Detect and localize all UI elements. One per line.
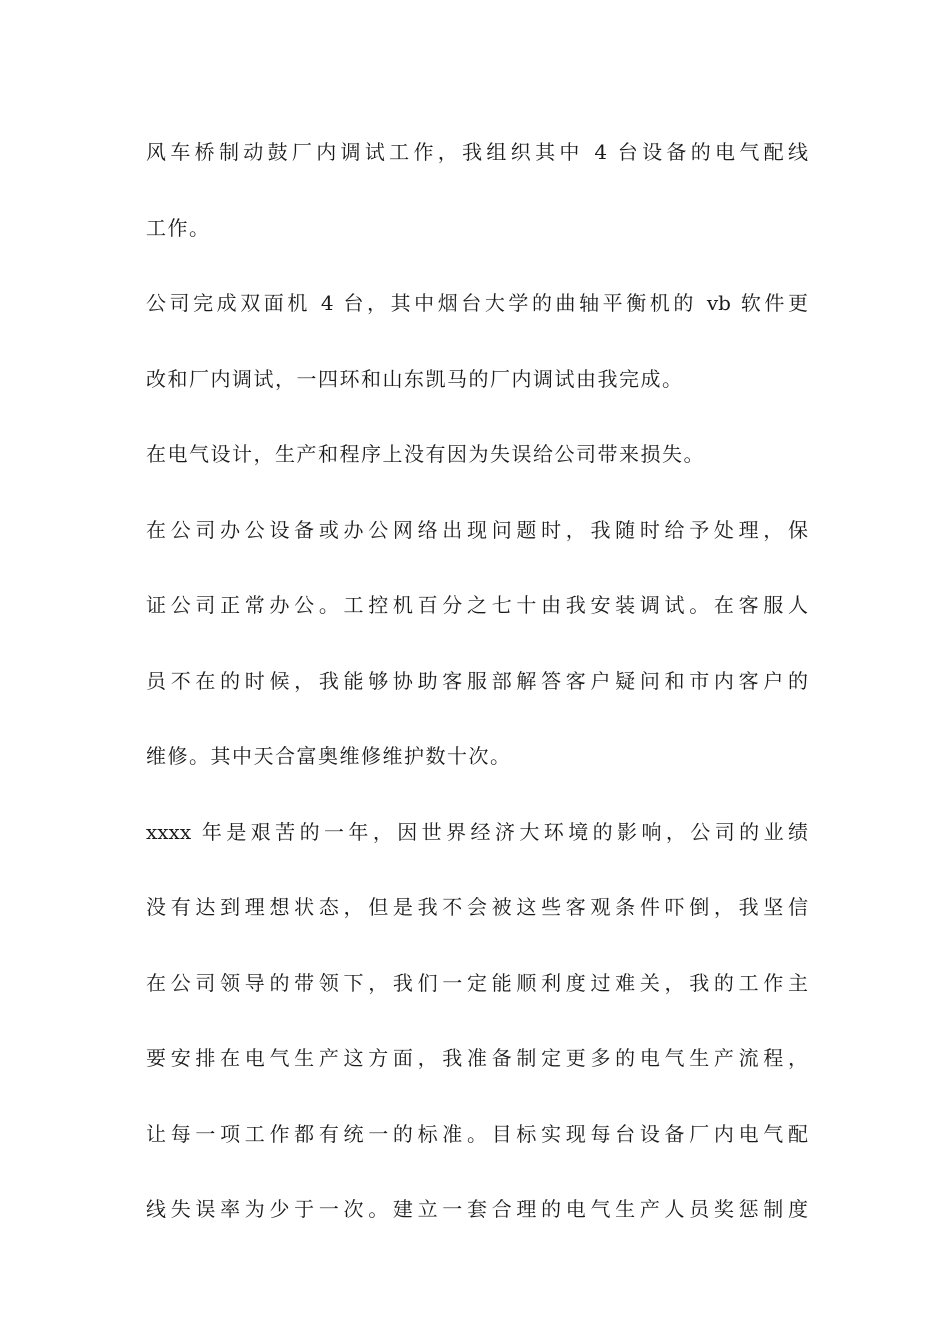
text-line-2: 工作。 [146,215,211,240]
text-line-9: 维修。其中天合富奥维修维护数十次。 [146,744,512,768]
text-line-3: 公司完成双面机 4 台，其中烟台大学的曲轴平衡机的 vb 软件更 [146,291,808,315]
text-line-13: 要安排在电气生产这方面，我准备制定更多的电气生产流程， [146,1046,808,1070]
text-line-1: 风车桥制动鼓厂内调试工作，我组织其中 4 台设备的电气配线 [146,140,808,164]
text-line-5: 在电气设计，生产和程序上没有因为失误给公司带来损失。 [146,442,705,466]
text-line-14: 让每一项工作都有统一的标准。目标实现每台设备厂内电气配 [146,1121,808,1146]
text-line-8: 员不在的时候，我能够协助客服部解答客户疑问和市内客户的 [146,668,808,693]
text-line-10: xxxx 年是艰苦的一年，因世界经济大环境的影响，公司的业绩 [146,819,808,844]
document-body [146,127,808,1260]
text-line-4: 改和厂内调试，一四环和山东凯马的厂内调试由我完成。 [146,366,684,391]
text-line-11: 没有达到理想状态，但是我不会被这些客观条件吓倒，我坚信 [146,895,808,919]
text-line-7: 证公司正常办公。工控机百分之七十由我安装调试。在客服人 [146,593,808,617]
text-line-15: 线失误率为少于一次。建立一套合理的电气生产人员奖惩制度 [146,1197,808,1221]
text-line-12: 在公司领导的带领下，我们一定能顺利度过难关，我的工作主 [146,970,808,995]
text-line-6: 在公司办公设备或办公网络出现问题时，我随时给予处理，保 [146,517,808,542]
